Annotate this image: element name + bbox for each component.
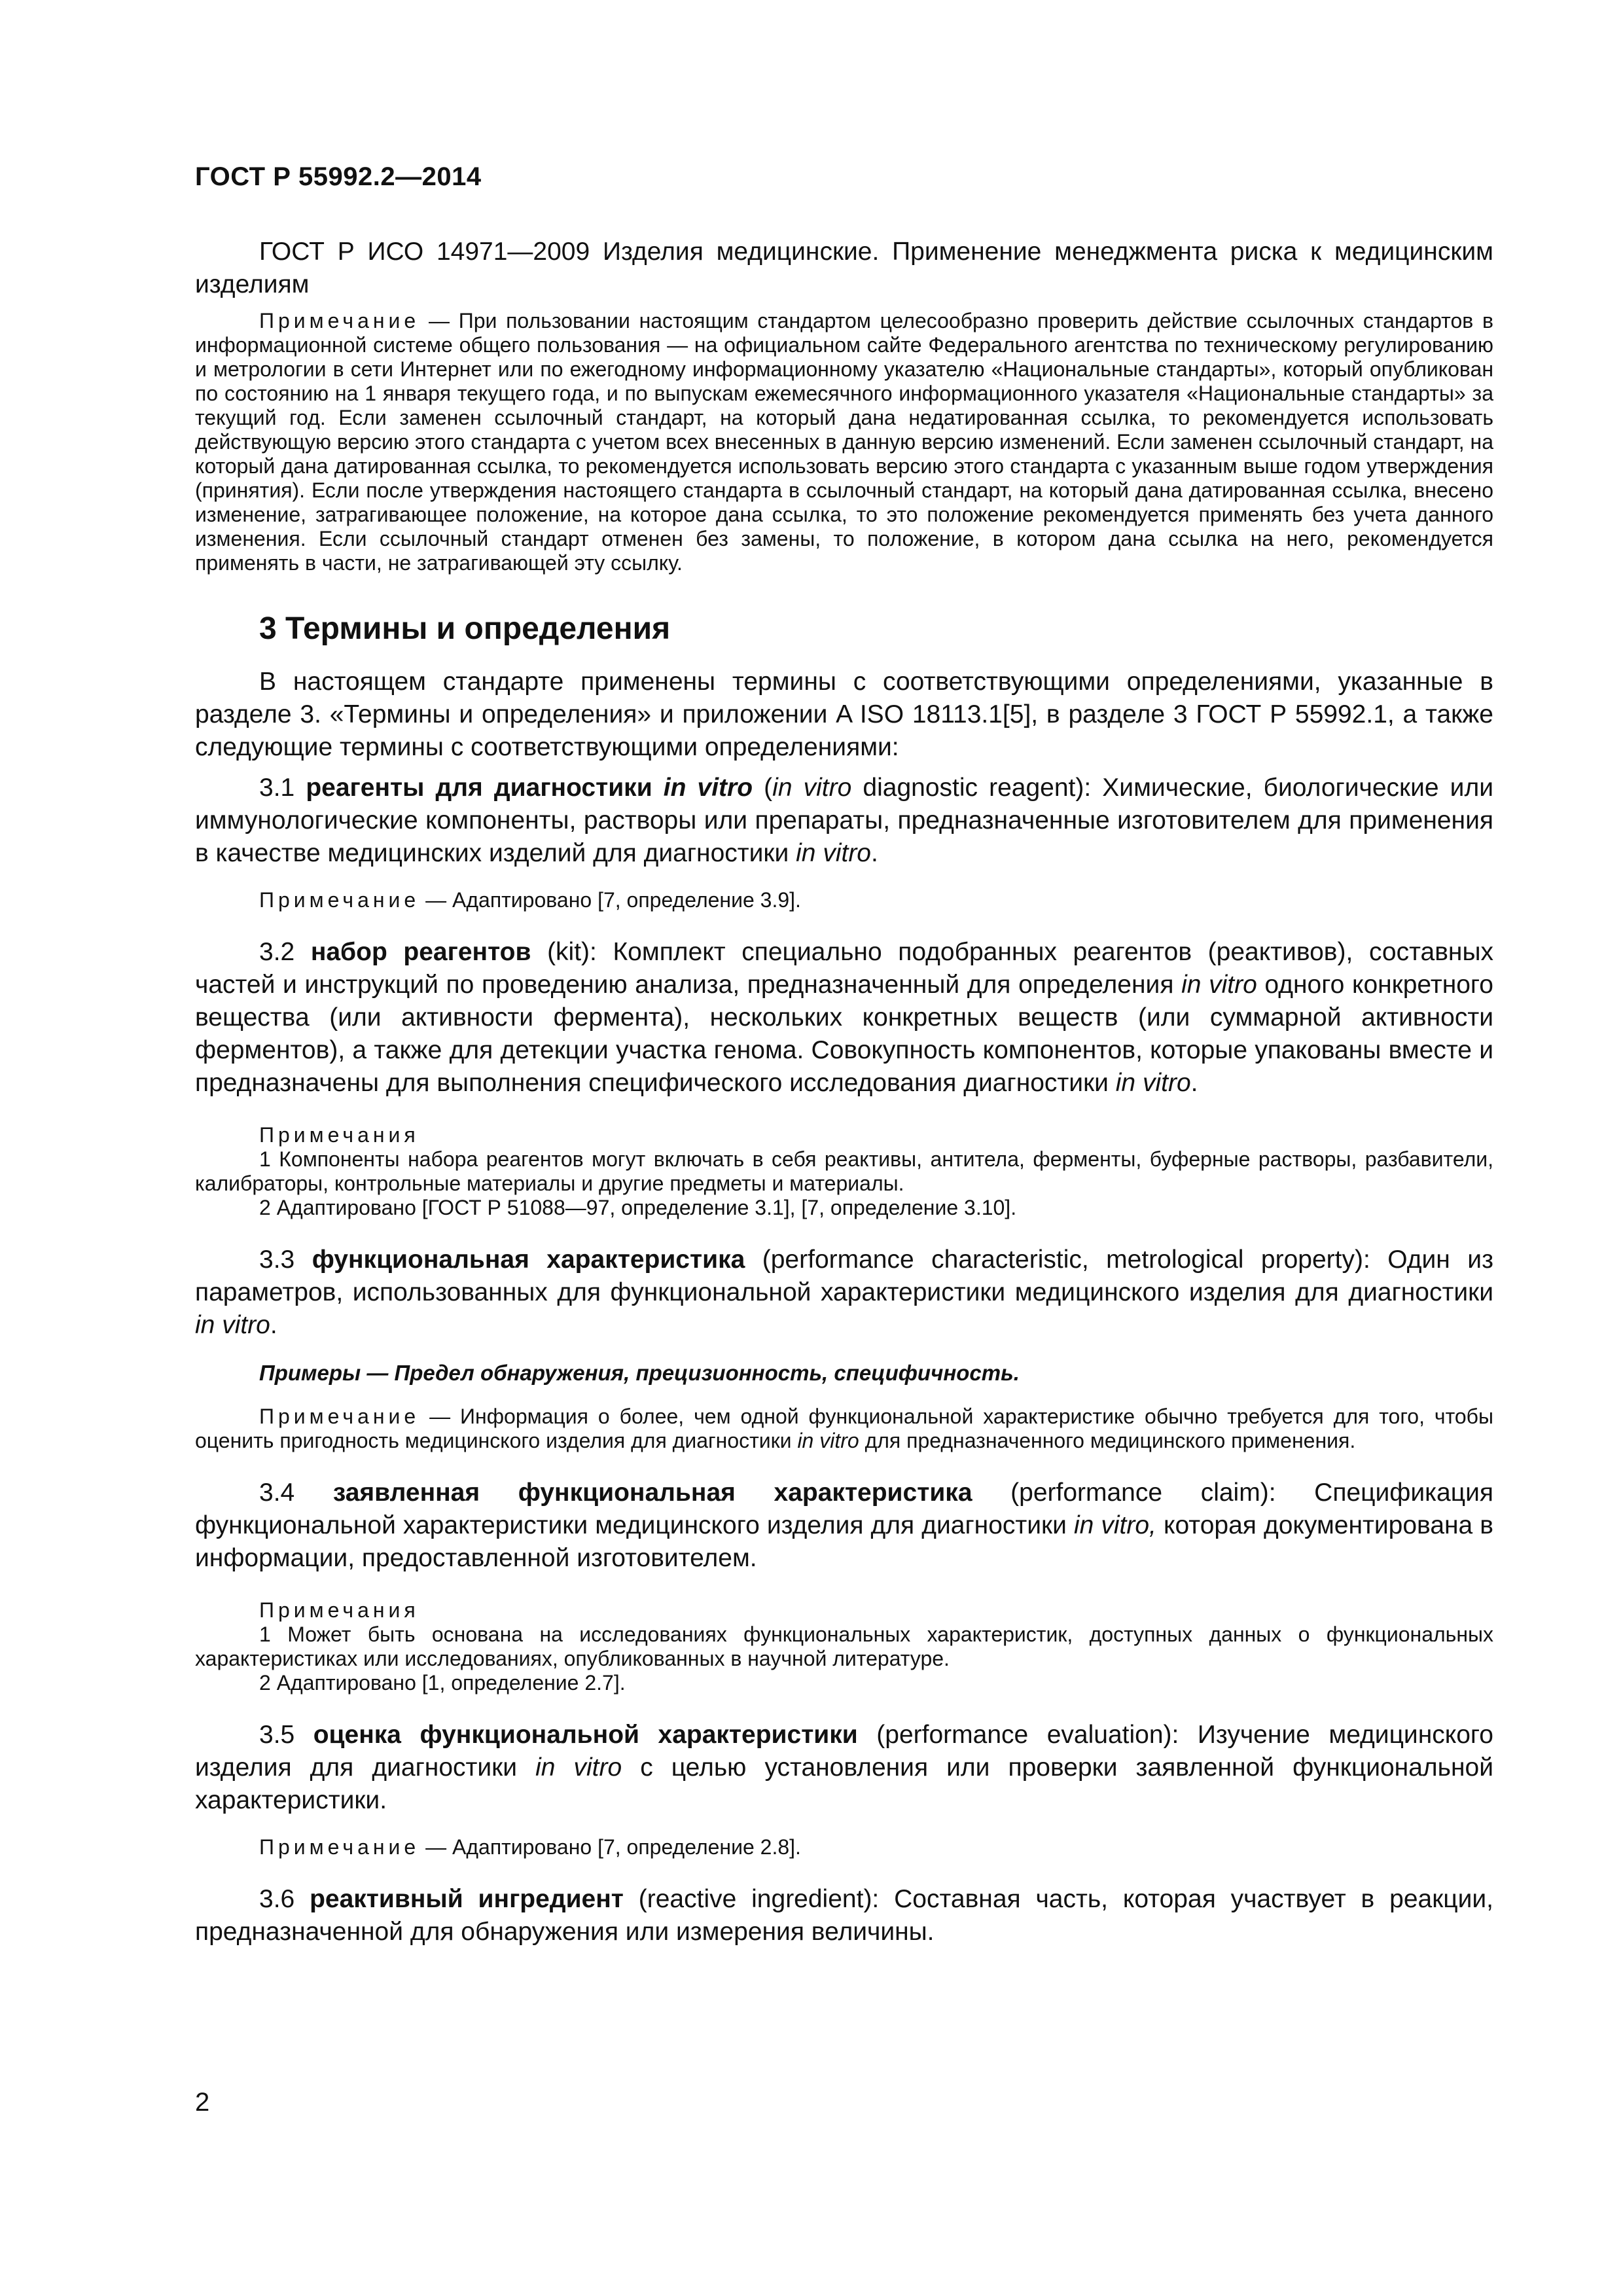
- note-text: — Адаптировано [7, определение 2.8].: [419, 1835, 801, 1859]
- term-def-italic: in vitro,: [1073, 1511, 1156, 1539]
- note-label: Примечание: [259, 1405, 420, 1428]
- term-title: оценка функциональной характеристики: [313, 1721, 858, 1749]
- note-3-3: [195, 1405, 1493, 1453]
- term-title: функциональная характеристика: [312, 1246, 745, 1274]
- section-3-intro: В настоящем стандарте применены термины с соответствующими определениями, указанные в разделе 3. «Термины и определения» и приложении A ISO 18113.1[5], в разделе 3 ГОСТ Р 55992.1, а также следующие термины с соответствующими определениями:: [195, 668, 1493, 761]
- term-3-4: [195, 1477, 1493, 1575]
- term-def-part: .: [270, 1311, 277, 1339]
- term-def-italic: in vitro: [535, 1753, 622, 1782]
- term-3-2: [195, 936, 1493, 1100]
- page-header: ГОСТ Р 55992.2—2014: [195, 162, 482, 191]
- note-label: Примечание: [259, 309, 420, 332]
- section-3-heading: 3 Термины и определения: [259, 611, 671, 646]
- term-definition: (performance evaluation): Изучение медицинского изделия для диагностики: [195, 1721, 1493, 1782]
- term-title-italic: in vitro: [663, 774, 753, 802]
- term-def-part: .: [1190, 1069, 1198, 1097]
- note-label: Примечание: [259, 1835, 420, 1859]
- page-content: [195, 236, 1493, 1948]
- note-text: для предназначенного медицинского применения.: [859, 1429, 1356, 1452]
- term-3-1: [195, 772, 1493, 870]
- term-number: 3.1: [259, 774, 306, 802]
- notes-label-3-4: Примечания: [259, 1598, 419, 1622]
- term-3-3: [195, 1244, 1493, 1342]
- note-label: Примечание: [259, 888, 420, 912]
- note-text: — Адаптировано [7, определение 3.9].: [419, 888, 801, 912]
- term-3-5: [195, 1719, 1493, 1817]
- term-3-6: [195, 1883, 1493, 1948]
- term-def-part: (: [753, 774, 773, 802]
- term-title: заявленная функциональная характеристика: [332, 1479, 972, 1507]
- note-3-2-1: 1 Компоненты набора реагентов могут включать в себя реактивы, антитела, ферменты, буферные растворы, разбавители, калибраторы, контрольные материалы и другие предметы и материалы.: [195, 1147, 1493, 1195]
- term-title: реактивный ингредиент: [310, 1885, 624, 1913]
- reference-iso14971: ГОСТ Р ИСО 14971—2009 Изделия медицинские. Применение менеджмента риска к медицинским изделиям: [195, 238, 1493, 298]
- note-3-4-2: 2 Адаптировано [1, определение 2.7].: [259, 1671, 626, 1695]
- term-def-italic: in vitro: [1181, 971, 1257, 999]
- term-def-italic: in vitro: [796, 839, 871, 867]
- term-definition: с целью установления или проверки заявленной функциональной характеристики.: [195, 1753, 1493, 1814]
- term-number: 3.5: [259, 1721, 313, 1749]
- term-definition: одного конкретного вещества (или активности фермента), нескольких конкретных веществ (или суммарной активности ферментов), а также для детекции участка генома. Совокупность компонентов, которые упакованы вместе и предназначены для выполнения специфического исследования диагностики: [195, 971, 1493, 1097]
- term-def-italic: in vitro: [1115, 1069, 1191, 1097]
- note-italic: in vitro: [797, 1429, 859, 1452]
- note-3-2-2: 2 Адаптировано [ГОСТ Р 51088—97, определение 3.1], [7, определение 3.10].: [259, 1196, 1017, 1219]
- note-3-1: [195, 888, 1493, 912]
- term-def-italic: in vitro: [772, 774, 852, 802]
- note-references: [195, 309, 1493, 575]
- term-title: набор реагентов: [310, 938, 531, 966]
- note-text: — При пользовании настоящим стандартом целесообразно проверить действие ссылочных стандартов в информационной системе общего пользования — на официальном сайте Федерального агентства по техническому регулированию и метрологии в сети Интернет или по ежегодному информационному указателю «Национальные стандарты», который опубликован по состоянию на 1 января текущего года, и по выпускам ежемесячного информационного указателя «Национальные стандарты» за текущий год. Если заменен ссылочный стандарт, на который дана недатированная ссылка, то рекомендуется использовать действующую версию этого стандарта с учетом всех внесенных в данную версию изменений. Если заменен ссылочный стандарт, на который дана датированная ссылка, то рекомендуется использовать версию этого стандарта с указанным выше годом утверждения (принятия). Если после утверждения настоящего стандарта в ссылочный стандарт, на который дана датированная ссылка, внесено изменение, затрагивающее положение, на которое дана ссылка, то это положение рекомендуется применять без учета данного изменения. Если ссылочный стандарт отменен без замены, то положение, в котором дана ссылка на него, рекомендуется применять в части, не затрагивающей эту ссылку.: [195, 309, 1493, 575]
- term-number: 3.4: [259, 1479, 333, 1507]
- term-number: 3.3: [259, 1246, 312, 1274]
- term-def-part: .: [871, 839, 878, 867]
- note-3-4-1: 1 Может быть основана на исследованиях функциональных характеристик, доступных данных о функциональных характеристиках или исследованиях, опубликованных в научной литературе.: [195, 1623, 1493, 1670]
- term-definition: (performance claim): Спецификация функциональной характеристики медицинского изделия для диагностики: [195, 1479, 1493, 1539]
- term-number: 3.6: [259, 1885, 310, 1913]
- examples-3-3: Примеры — Предел обнаружения, прецизионность, специфичность.: [259, 1361, 1020, 1385]
- term-definition: которая документирована в информации, предоставленной изготовителем.: [195, 1511, 1494, 1572]
- note-3-5: [195, 1835, 1493, 1859]
- term-definition: (kit): Комплект специально подобранных реагентов (реактивов), составных частей и инструкций по проведению анализа, предназначенный для определения: [195, 938, 1493, 999]
- term-definition: (reactive ingredient): Составная часть, которая участвует в реакции, предназначенной для обнаружения или измерения величины.: [195, 1885, 1494, 1946]
- page-number: 2: [195, 2088, 210, 2117]
- term-title: реагенты для диагностики: [306, 774, 664, 802]
- term-definition: (performance characteristic, metrological property): Один из параметров, использованных для функциональной характеристики медицинского изделия для диагностики: [195, 1246, 1493, 1306]
- term-def-italic: in vitro: [195, 1311, 270, 1339]
- note-text: — Информация о более, чем одной функциональной характеристике обычно требуется для того, чтобы оценить пригодность медицинского изделия для диагностики: [195, 1405, 1493, 1452]
- term-definition: diagnostic reagent): Химические, биологические или иммунологические компоненты, растворы или препараты, предназначенные изготовителем для применения в качестве медицинских изделий для диагностики: [195, 774, 1493, 867]
- term-number: 3.2: [259, 938, 311, 966]
- notes-label-3-2: Примечания: [259, 1123, 419, 1147]
